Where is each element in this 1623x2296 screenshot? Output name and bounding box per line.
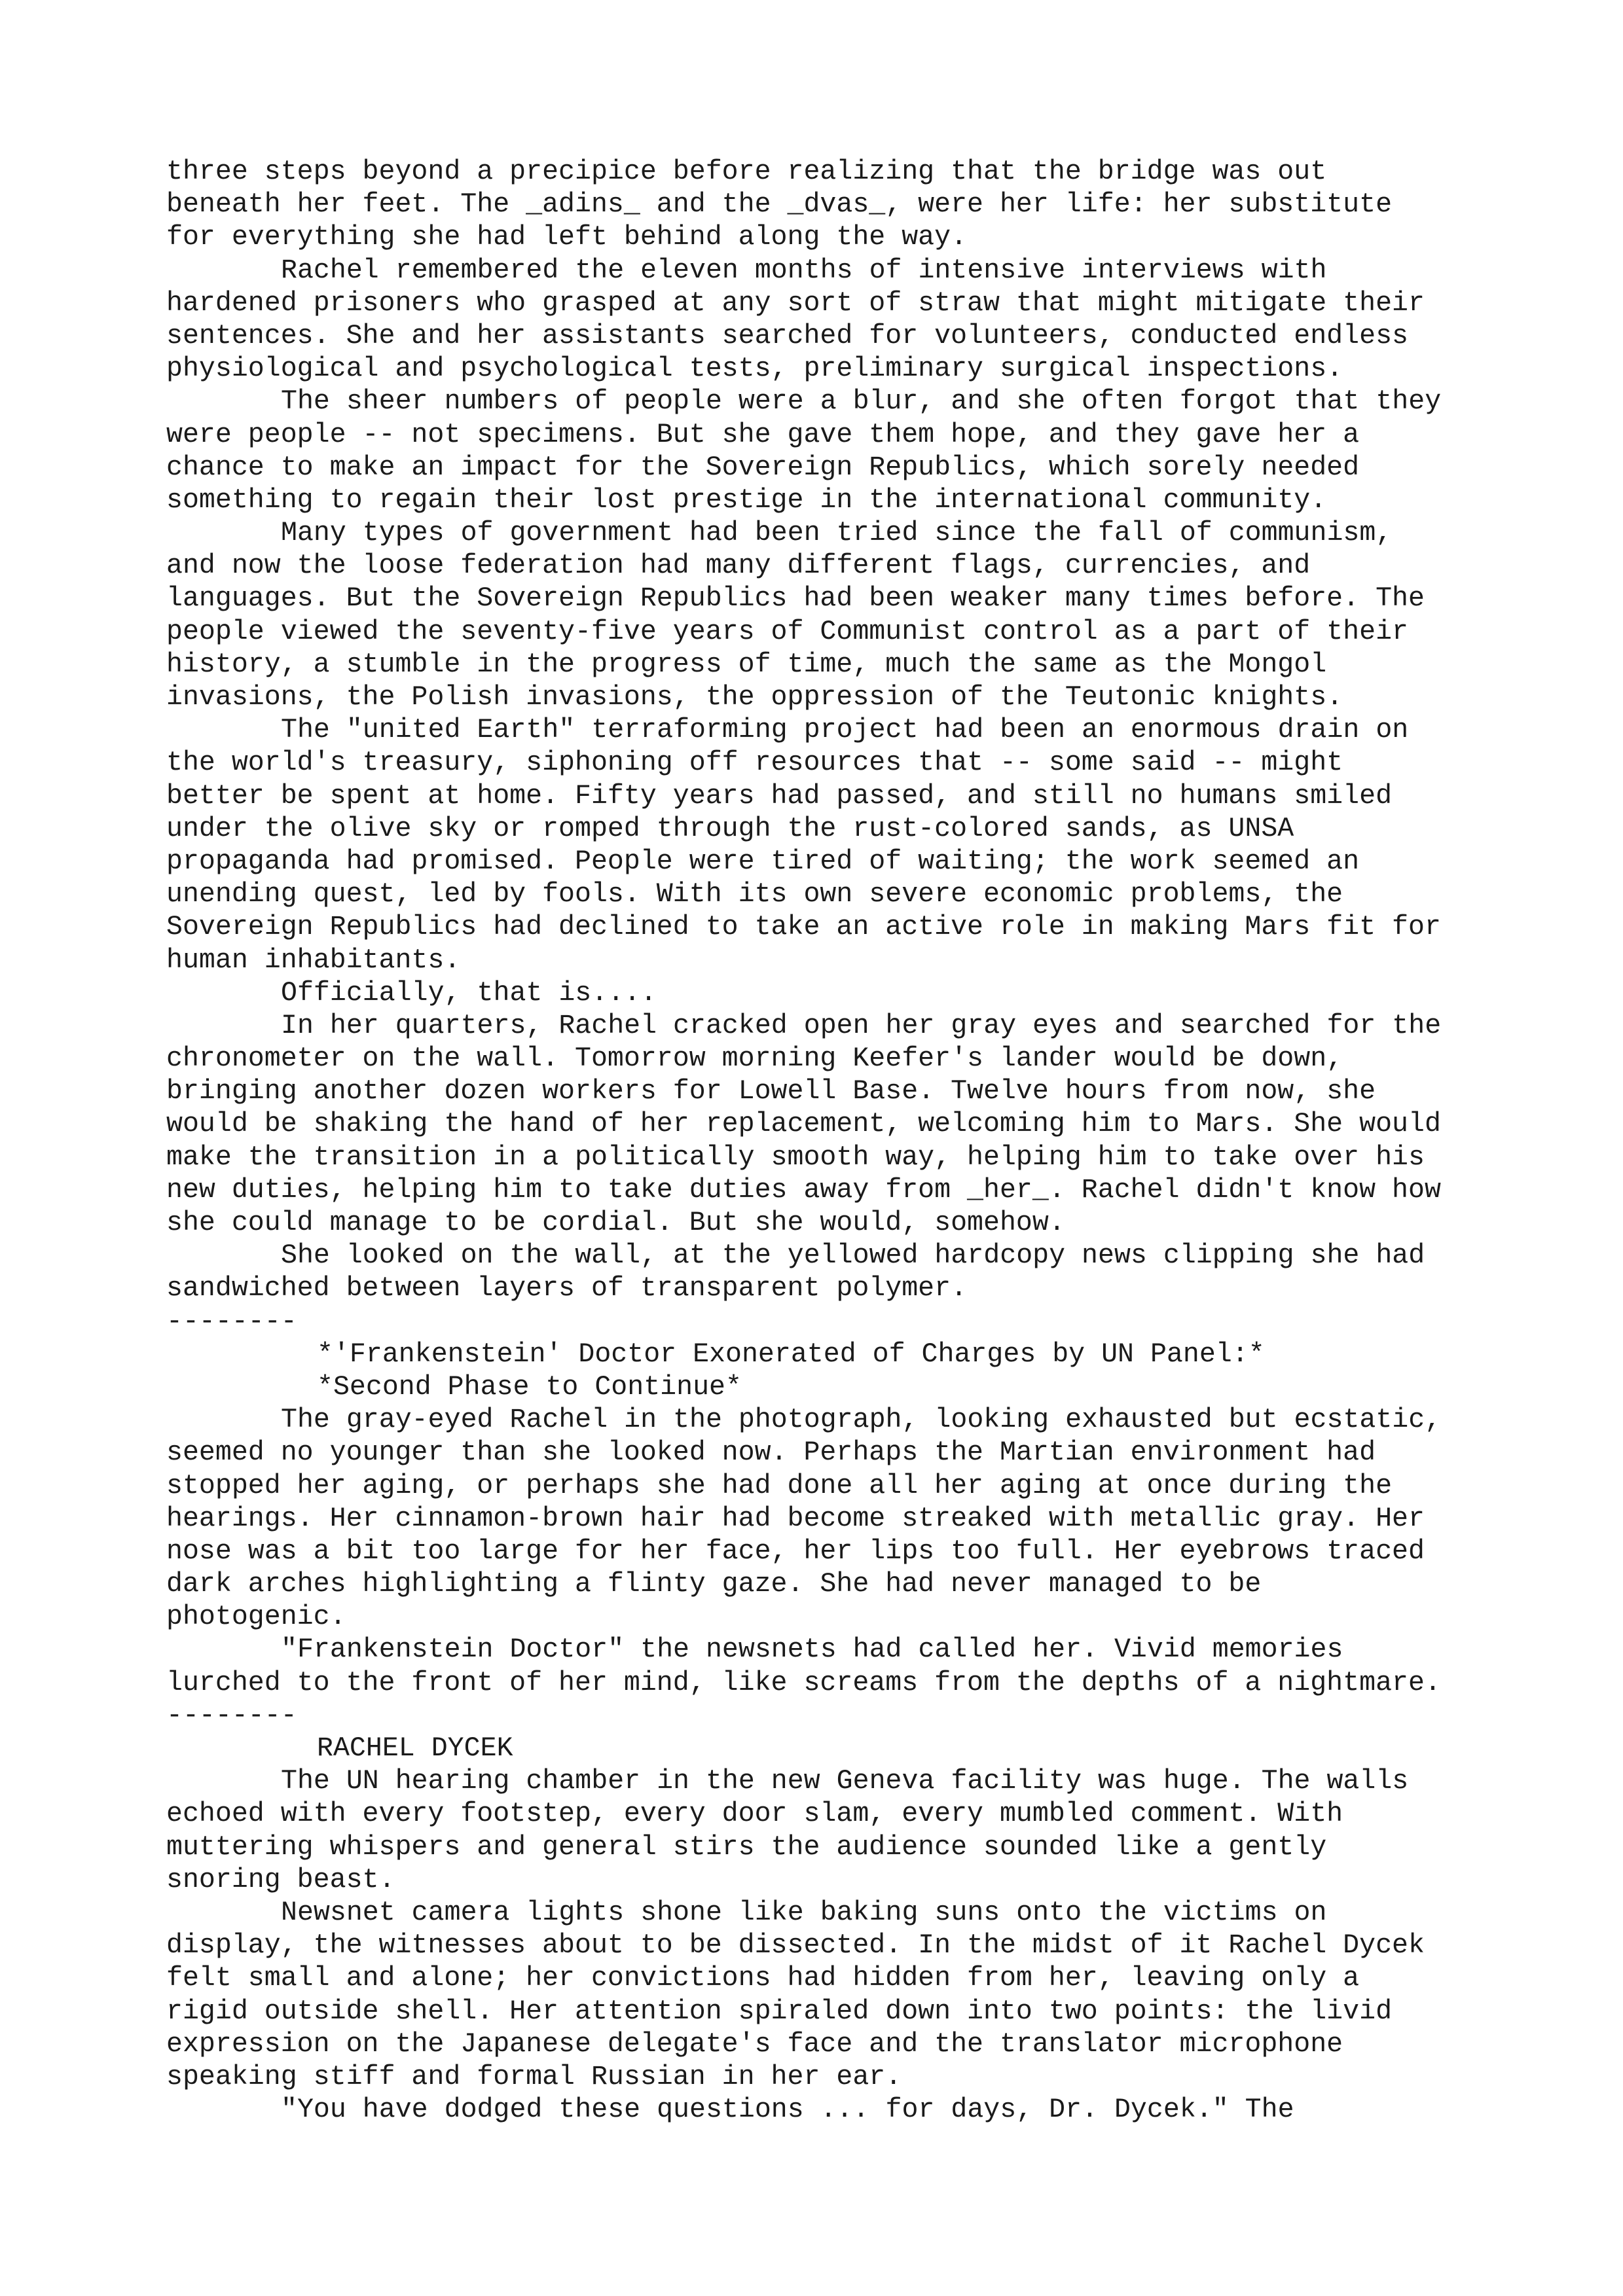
text-line: people viewed the seventy-five years of Communist control as a part of their — [166, 616, 1408, 647]
paragraph-first-line: "Frankenstein Doctor" the newsnets had called her. Vivid memories — [281, 1634, 1343, 1666]
paragraph-first-line: The gray-eyed Rachel in the photograph, looking exhausted but ecstatic, — [281, 1405, 1442, 1436]
text-line: lurched to the front of her mind, like screams from the depths of a nightmare. — [166, 1667, 1441, 1698]
text-line: seemed no younger than she looked now. Perhaps the Martian environment had — [166, 1437, 1376, 1469]
text-line: echoed with every footstep, every door slam, every mumbled comment. With — [166, 1799, 1343, 1830]
text-line: stopped her aging, or perhaps she had done all her aging at once during the — [166, 1470, 1393, 1501]
text-line: photogenic. — [166, 1602, 346, 1633]
text-line: were people -- not specimens. But she gave them hope, and they gave her a — [166, 419, 1360, 450]
text-line: she could manage to be cordial. But she would, somehow. — [166, 1208, 1065, 1238]
text-line: three steps beyond a precipice before realizing that the bridge was out — [166, 156, 1327, 187]
paragraph-first-line: "You have dodged these questions ... for days, Dr. Dycek." The — [281, 2094, 1294, 2126]
text-line: snoring beast. — [166, 1864, 395, 1895]
text-line: something to regain their lost prestige in the international community. — [166, 484, 1327, 516]
text-line: muttering whispers and general stirs the audience sounded like a gently — [166, 1831, 1327, 1863]
document-page — [166, 156, 1502, 2126]
text-line: dark arches highlighting a flinty gaze. She had never managed to be — [166, 1569, 1262, 1600]
paragraph-first-line: The "united Earth" terraforming project had been an enormous drain on — [281, 715, 1409, 746]
paragraph-first-line: In her quarters, Rachel cracked open her gray eyes and searched for the — [281, 1010, 1442, 1041]
section-heading: *'Frankenstein' Doctor Exonerated of Charges by UN Panel:* — [317, 1338, 1265, 1370]
section-heading: RACHEL DYCEK — [317, 1733, 513, 1764]
text-line: languages. But the Sovereign Republics had been weaker many times before. The — [166, 583, 1425, 615]
text-line: chronometer on the wall. Tomorrow morning Keefer's lander would be down, — [166, 1043, 1343, 1075]
text-line: rigid outside shell. Her attention spiraled down into two points: the livid — [166, 1996, 1393, 2027]
text-line: propaganda had promised. People were tired of waiting; the work seemed an — [166, 846, 1360, 877]
text-line: the world's treasury, siphoning off resources that -- some said -- might — [166, 747, 1343, 779]
paragraph-first-line: Officially, that is.... — [281, 977, 657, 1009]
text-line: unending quest, led by fools. With its own severe economic problems, the — [166, 879, 1343, 910]
text-line: hearings. Her cinnamon-brown hair had become streaked with metallic gray. Her — [166, 1503, 1425, 1534]
text-line: history, a stumble in the progress of time, much the same as the Mongol — [166, 649, 1327, 680]
text-line: invasions, the Polish invasions, the oppression of the Teutonic knights. — [166, 682, 1343, 713]
text-line: would be shaking the hand of her replacement, welcoming him to Mars. She would — [166, 1109, 1441, 1140]
text-line: new duties, helping him to take duties away from _her_. Rachel didn't know how — [166, 1174, 1441, 1206]
paragraph-first-line: The sheer numbers of people were a blur, and she often forgot that they — [281, 386, 1442, 418]
text-line: for everything she had left behind along the way. — [166, 222, 968, 253]
text-line: bringing another dozen workers for Lowell Base. Twelve hours from now, she — [166, 1076, 1376, 1107]
section-heading: *Second Phase to Continue* — [317, 1371, 742, 1403]
paragraph-first-line: Newsnet camera lights shone like baking suns onto the victims on — [281, 1897, 1327, 1928]
text-line: make the transition in a politically smooth way, helping him to take over his — [166, 1141, 1425, 1173]
text-line: felt small and alone; her convictions had hidden from her, leaving only a — [166, 1963, 1360, 1994]
text-line: better be spent at home. Fifty years had passed, and still no humans smiled — [166, 780, 1393, 812]
paragraph-first-line: Rachel remembered the eleven months of intensive interviews with — [281, 255, 1327, 286]
text-line: Sovereign Republics had declined to take an active role in making Mars fit for — [166, 912, 1441, 943]
text-line: and now the loose federation had many different flags, currencies, and — [166, 550, 1311, 582]
section-divider: -------- — [166, 1306, 297, 1337]
text-line: sandwiched between layers of transparent polymer. — [166, 1273, 968, 1304]
paragraph-first-line: Many types of government had been tried since the fall of communism, — [281, 518, 1393, 549]
text-line: human inhabitants. — [166, 944, 461, 976]
text-line: display, the witnesses about to be dissected. In the midst of it Rachel Dycek — [166, 1930, 1425, 1962]
text-line: under the olive sky or romped through the rust-colored sands, as UNSA — [166, 813, 1294, 844]
text-line: physiological and psychological tests, preliminary surgical inspections. — [166, 353, 1343, 385]
text-line: speaking stiff and formal Russian in her ear. — [166, 2061, 902, 2092]
section-divider: -------- — [166, 1700, 297, 1731]
text-line: beneath her feet. The _adins_ and the _dvas_, were her life: her substitute — [166, 189, 1393, 221]
paragraph-first-line: The UN hearing chamber in the new Geneva facility was huge. The walls — [281, 1766, 1409, 1797]
paragraph-first-line: She looked on the wall, at the yellowed hardcopy news clipping she had — [281, 1240, 1425, 1272]
text-line: sentences. She and her assistants searched for volunteers, conducted endless — [166, 320, 1408, 351]
text-line: nose was a bit too large for her face, her lips too full. Her eyebrows traced — [166, 1535, 1425, 1567]
text-line: hardened prisoners who grasped at any sort of straw that might mitigate their — [166, 287, 1425, 319]
text-line: chance to make an impact for the Sovereign Republics, which sorely needed — [166, 452, 1360, 483]
text-line: expression on the Japanese delegate's face and the translator microphone — [166, 2028, 1343, 2060]
